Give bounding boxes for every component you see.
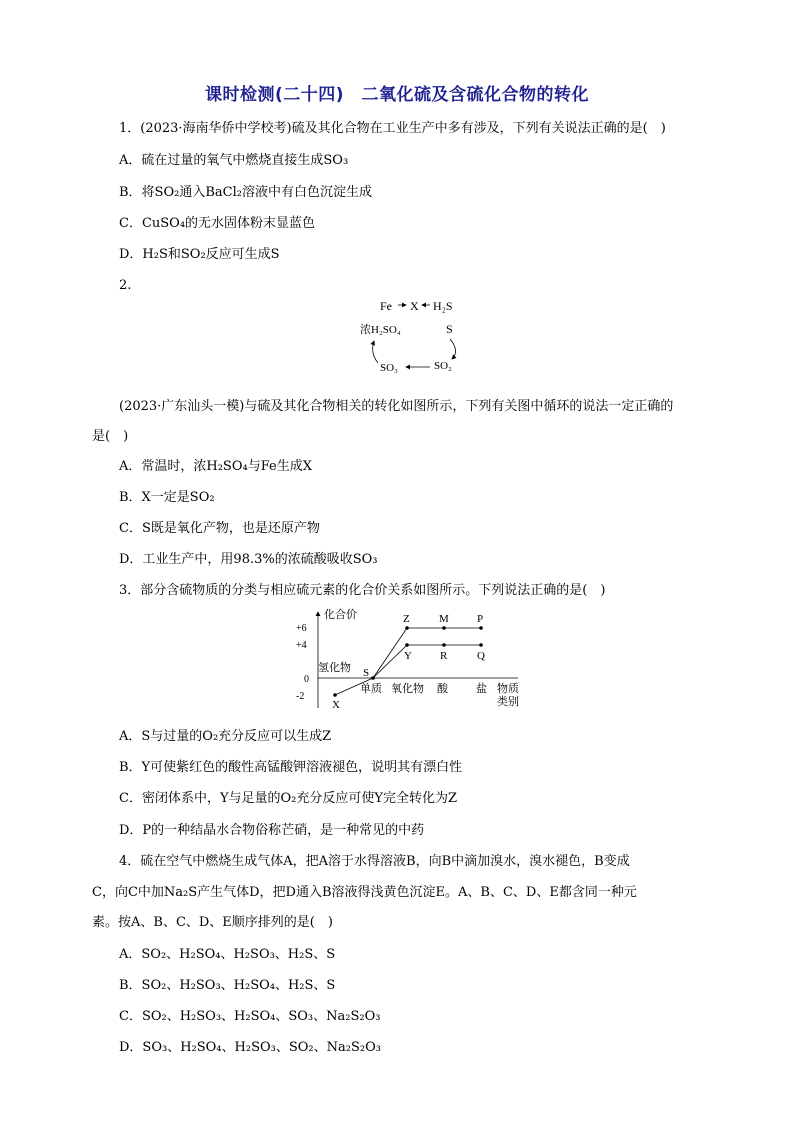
label-r: R [440,650,448,662]
q4-stem-line1: 4．硫在空气中燃烧生成气体A，把A溶于水得溶液B，向B中滴加溴水，溴水褪色，B变成 [119,854,630,869]
point-q [479,643,483,647]
ytick-zero: 0 [304,674,309,685]
q2-stem-line1: (2023·广东汕头一模)与硫及其化合物相关的转化如图所示，下列有关图中循环的说法一定正确的 [119,399,674,414]
q4-option-d: D．SO₃、H₂SO₄、H₂SO₃、SO₂、Na₂S₂O₃ [119,1040,381,1055]
left-label-hydride: 氢化物 [318,662,351,674]
q1-stem: 1．(2023·海南华侨中学校考)硫及其化合物在工业生产中多有涉及，下列有关说法正确的是( ) [119,121,666,136]
q2-option-d: D．工业生产中，用98.3%的浓硫酸吸收SO₃ [119,552,378,567]
cycle-so2: SO₂ [434,360,452,372]
q3-option-b: B．Y可使紫红色的酸性高锰酸钾溶液褪色，说明其有漂白性 [119,760,463,775]
cycle-so3: SO₃ [380,362,398,374]
point-s [371,676,375,680]
ytick-plus4: +4 [296,640,307,651]
ytick-minus2: -2 [296,691,305,702]
point-p [479,626,483,630]
x-axis-label-2: 类别 [497,696,519,708]
q1-option-c: C．CuSO₄的无水固体粉末显蓝色 [119,216,316,231]
label-y: Y [404,650,412,662]
cycle-x: X [410,299,419,313]
xcat-oxide: 氧化物 [391,683,424,695]
point-z [405,626,409,630]
label-m: M [439,613,449,625]
point-r [442,643,446,647]
q1-option-b: B．将SO₂通入BaCl₂溶液中有白色沉淀生成 [119,185,372,200]
q4-stem-line2: C，向C中加Na₂S产生气体D，把D通入B溶液得浅黄色沉淀E。A、B、C、D、E都含同一种元 [92,885,637,900]
q2-option-b: B．X一定是SO₂ [119,490,215,505]
label-p: P [477,613,484,625]
cycle-h2so4: 浓H₂SO₄ [360,324,401,336]
page-title: 课时检测(二十四) 二氧化硫及含硫化合物的转化 [204,85,590,105]
q1-option-a: A．硫在过量的氧气中燃烧直接生成SO₃ [119,153,349,168]
q2-option-a: A．常温时，浓H₂SO₄与Fe生成X [119,459,312,474]
label-s: S [363,667,370,679]
cycle-s: S [446,322,453,336]
q4-stem-line3: 素。按A、B、C、D、E顺序排列的是( ) [92,915,333,930]
xcat-salt: 盐 [476,683,487,695]
point-y [405,643,409,647]
valence-category-chart [296,606,526,712]
cycle-fe: Fe [380,299,392,313]
cycle-h2s: H₂S [433,299,453,313]
point-m [442,626,446,630]
q3-option-a: A．S与过量的O₂充分反应可以生成Z [119,729,332,744]
q3-option-c: C．密闭体系中，Y与足量的O₂充分反应可使Y完全转化为Z [119,791,458,806]
q2-number: 2. [119,278,132,293]
q2-stem-line2: 是( ) [92,429,129,444]
q1-option-d: D．H₂S和SO₂反应可生成S [119,247,280,262]
x-axis-label-1: 物质 [497,683,519,695]
sulfur-cycle-diagram [350,293,480,381]
q4-option-a: A．SO₂、H₂SO₄、H₂SO₃、H₂S、S [119,947,336,962]
ytick-plus6: +6 [296,623,307,634]
q4-option-b: B．SO₂、H₂SO₃、H₂SO₄、H₂S、S [119,978,336,993]
point-x [333,693,337,697]
xcat-simple: 单质 [360,683,382,695]
label-z: Z [403,613,410,625]
q2-option-c: C．S既是氧化产物，也是还原产物 [119,521,320,536]
label-x: X [332,699,340,711]
q4-option-c: C．SO₂、H₂SO₃、H₂SO₄、SO₃、Na₂S₂O₃ [119,1009,381,1024]
y-axis-label: 化合价 [324,609,357,621]
xcat-acid: 酸 [437,683,448,695]
label-q: Q [477,650,485,662]
q3-option-d: D．P的一种结晶水合物俗称芒硝，是一种常见的中药 [119,823,425,838]
q3-stem: 3．部分含硫物质的分类与相应硫元素的化合价关系如图所示。下列说法正确的是( ) [119,583,606,598]
